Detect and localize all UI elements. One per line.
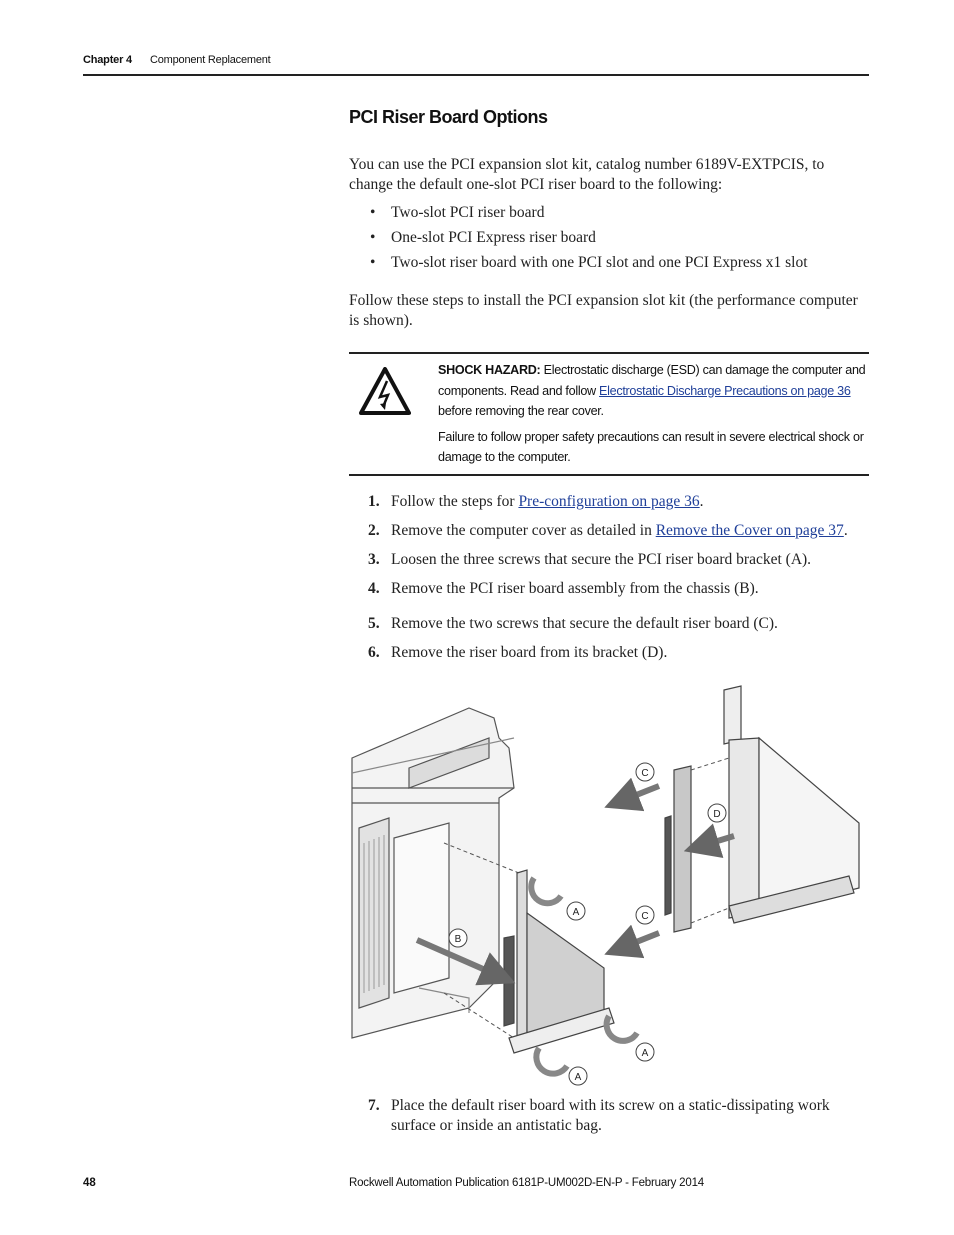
riser-board-illustration	[349, 678, 869, 1090]
svg-text:A: A	[572, 907, 580, 918]
shock-hazard-icon	[359, 367, 411, 415]
list-item: • Two-slot riser board with one PCI slot and one PCI Express x1 slot	[370, 250, 808, 275]
shock-hazard-alert	[349, 352, 869, 476]
alert-consequence: Failure to follow proper safety precautions can result in severe electrical shock or damage to the computer.	[438, 429, 864, 464]
page-number: 48	[83, 1177, 96, 1189]
page-header	[83, 52, 869, 76]
removal-arrow	[621, 933, 659, 948]
svg-text:C: C	[641, 911, 649, 922]
esd-precautions-link[interactable]: Electrostatic Discharge Precautions on page 36	[599, 383, 851, 398]
riser-board	[665, 766, 691, 932]
removal-arrow	[621, 786, 659, 801]
chapter-label: Chapter 4	[83, 54, 132, 66]
preconfiguration-link[interactable]: Pre-configuration on page 36	[518, 493, 700, 510]
callout-a-bottom	[569, 1067, 587, 1085]
bullet-icon: •	[370, 204, 376, 221]
callout-b	[449, 929, 467, 947]
bullet-icon: •	[370, 254, 376, 271]
alert-label: SHOCK HAZARD:	[438, 363, 541, 377]
section-title: PCI Riser Board Options	[349, 107, 548, 127]
guide-line	[691, 758, 729, 770]
riser-bracket	[724, 686, 859, 923]
header-rule	[83, 74, 869, 76]
computer-chassis	[352, 708, 514, 1038]
svg-text:A: A	[641, 1048, 649, 1059]
callout-c-bottom	[636, 906, 654, 924]
bullet-icon: •	[370, 229, 376, 246]
publication-info: Rockwell Automation Publication 6181P-UM002D-EN-P - February 2014	[349, 1177, 704, 1189]
section-label: Component Replacement	[150, 54, 271, 66]
remove-cover-link[interactable]: Remove the Cover on page 37	[655, 522, 844, 539]
callout-a-upper	[567, 902, 585, 920]
svg-text:C: C	[641, 768, 649, 779]
svg-text:A: A	[574, 1072, 582, 1083]
list-item: • One-slot PCI Express riser board	[370, 225, 808, 250]
callout-d	[708, 804, 726, 822]
follow-paragraph: Follow these steps to install the PCI expansion slot kit (the performance computer is shown).	[349, 292, 858, 329]
list-item: • Two-slot PCI riser board	[370, 200, 808, 225]
alert-text: SHOCK HAZARD: Electrostatic discharge (ESD) can damage the computer and components. Read and follow Electrostatic Discharge Precautions on page 36 before removing the rear cover. Failure to follow proper safety precautions can result in severe electrical shock or damage to the computer.	[438, 360, 866, 473]
option-list	[370, 200, 808, 275]
callout-c-top	[636, 763, 654, 781]
intro-paragraph: You can use the PCI expansion slot kit, catalog number 6189V-EXTPCIS, to change the default one-slot PCI riser board to the following:	[349, 156, 825, 193]
svg-text:D: D	[713, 809, 721, 820]
guide-line	[691, 908, 729, 923]
callout-a-right	[636, 1043, 654, 1061]
svg-text:B: B	[454, 934, 462, 945]
